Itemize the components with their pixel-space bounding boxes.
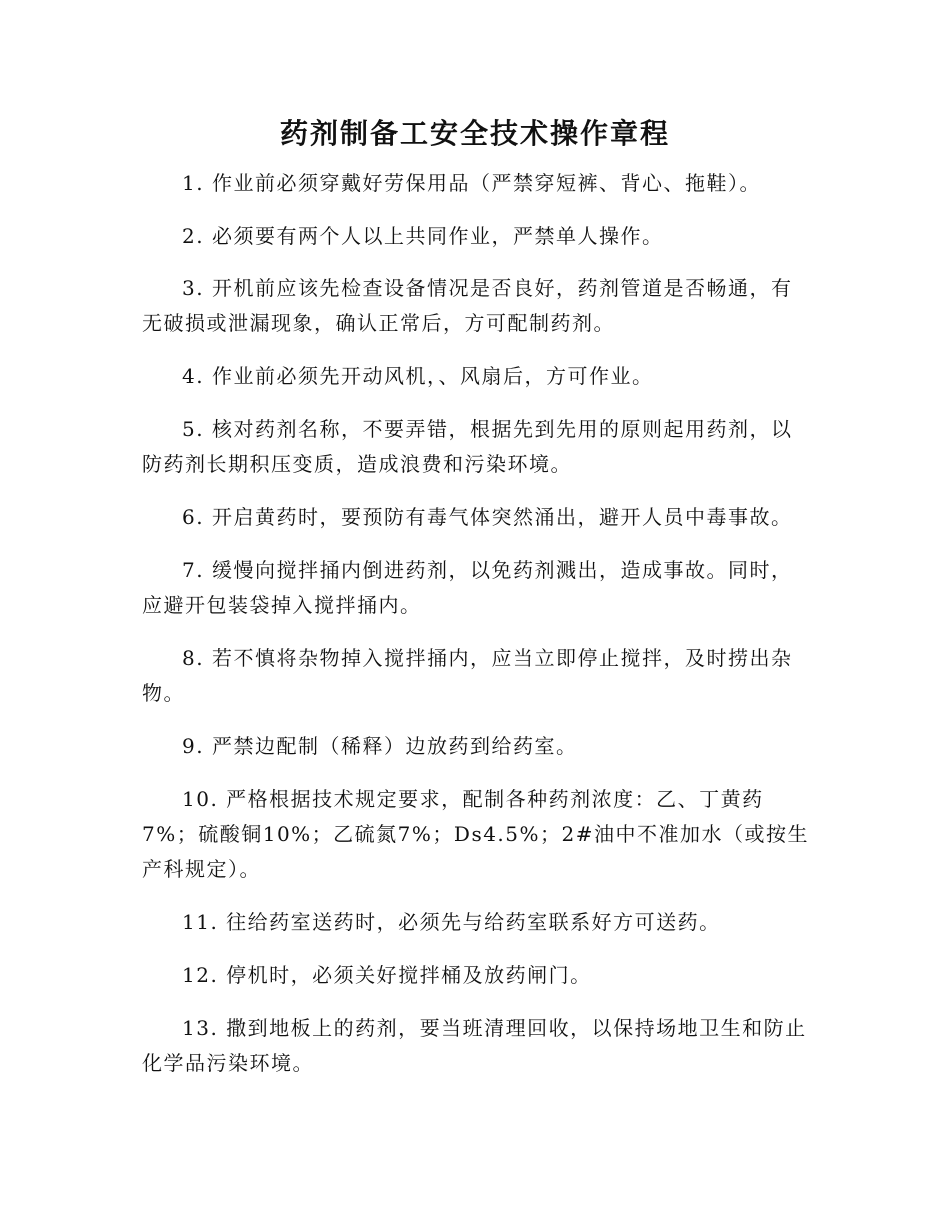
paragraph-item-2: 2. 必须要有两个人以上共同作业，严禁单人操作。 [182, 224, 664, 248]
paragraph-item-12: 12. 停机时，必须关好搅拌桶及放药闸门。 [182, 963, 592, 987]
paragraph-item-3: 3. 开机前应该先检查设备情况是否良好，药剂管道是否畅通，有无破损或泄漏现象，确认正常后，方可配制药剂。 [142, 276, 793, 335]
paragraph-item-7: 7. 缓慢向搅拌捅内倒进药剂，以免药剂溅出，造成事故。同时，应避开包装袋掉入搅拌捅内。 [142, 558, 793, 617]
paragraph-item-1: 1. 作业前必须穿戴好劳保用品（严禁穿短裤、背心、拖鞋）。 [182, 171, 761, 195]
document-title: 药剂制备工安全技术操作章程 [279, 117, 670, 150]
paragraph-item-4: 4. 作业前必须先开动风机，、风扇后，方可作业。 [182, 364, 654, 388]
paragraph-item-8: 8. 若不慎将杂物掉入搅拌捅内，应当立即停止搅拌，及时捞出杂物。 [142, 646, 793, 705]
paragraph-item-10: 10. 严格根据技术规定要求，配制各种药剂浓度：乙、丁黄药7%；硫酸铜10%；乙硫氮7%；Ds4.5%；2#油中不准加水（或按生产科规定）。 [142, 787, 810, 881]
paragraph-item-9: 9. 严禁边配制（稀释）边放药到给药室。 [182, 734, 578, 758]
paragraph-item-5: 5. 核对药剂名称，不要弄错，根据先到先用的原则起用药剂，以防药剂长期积压变质，造成浪费和污染环境。 [142, 417, 793, 476]
paragraph-item-13: 13. 撒到地板上的药剂，要当班清理回收，以保持场地卫生和防止化学品污染环境。 [142, 1016, 807, 1075]
paragraph-item-6: 6. 开启黄药时，要预防有毒气体突然涌出，避开人员中毒事故。 [182, 505, 793, 529]
paragraph-item-11: 11. 往给药室送药时，必须先与给药室联系好方可送药。 [182, 910, 721, 934]
